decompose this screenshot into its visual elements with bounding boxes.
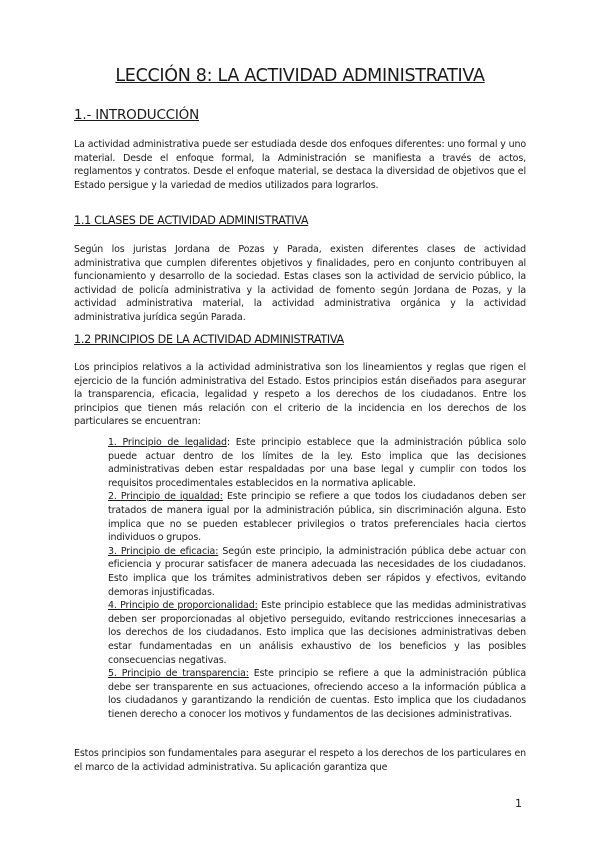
paragraph-principios-closing: Estos principios son fundamentales para asegurar el respeto a los derechos de los particulares en el marco de la actividad administrativa. Su aplicación garantiza que bbox=[74, 748, 526, 773]
principle-text: Este principio se refiere a que la administración pública debe ser transparente en sus actuaciones, ofreciendo acceso a la información pública a los ciudadanos y garantizando la rendición de cuentas. Esto implica que los ciudadanos tienen derecho a conocer los motivos y fundamentos de las decisiones administrativas. bbox=[108, 668, 526, 720]
principle-term: 1. Principio de legalidad bbox=[108, 437, 227, 448]
principle-text: Según este principio, la administración pública debe actuar con eficiencia y procurar satisfacer de manera adecuada las necesidades de los ciudadanos. Esto implica que los trámites administrativos deben ser rápidos y efectivos, evitando demoras injustificadas. bbox=[108, 545, 526, 598]
heading-introduccion: 1.- INTRODUCCIÓN bbox=[74, 107, 200, 123]
paragraph-introduccion: La actividad administrativa puede ser estudiada desde dos enfoques diferentes: uno formal y uno material. Desde el enfoque formal, la Administración se manifiesta a través de actos, reglamentos y contratos. Desde el enfoque material, se destaca la diversidad de objetivos que el Estado persigue y la variedad de medios utilizados para lograrlos. bbox=[74, 139, 526, 191]
paragraph-clases: Según los juristas Jordana de Pozas y Parada, existen diferentes clases de actividad administrativa que cumplen diferentes objetivos y finalidades, pero en conjunto contribuyen al funcionamiento y desarrollo de la sociedad. Estas clases son la actividad de servicio público, la actividad de policía administrativa y la actividad de fomento según Jordana de Pozas, y la actividad administrativa material, la actividad administrativa orgánica y la actividad administrativa jurídica según Parada. bbox=[74, 244, 526, 323]
principle-text: : Este principio establece que la administración pública solo puede actuar dentro de los límites de la ley. Esto implica que las decisiones administrativas deben estar respaldadas por una base legal y cumplir con todos los requisitos procedimentales establecidos en la normativa aplicable. bbox=[108, 437, 527, 489]
principle-term: 5. Principio de transparencia: bbox=[108, 668, 249, 680]
page-number: 1 bbox=[515, 797, 522, 810]
document-title: LECCIÓN 8: LA ACTIVIDAD ADMINISTRATIVA bbox=[115, 66, 485, 86]
principle-term: 2. Principio de igualdad: bbox=[108, 491, 223, 503]
paragraph-principios-intro: Los principios relativos a la actividad administrativa son los lineamientos y reglas que rigen el ejercicio de la función administrativa del Estado. Estos principios están diseñados para asegurar la transparencia, eficacia, legalidad y respeto a los derechos de los ciudadanos. Entre los principios que tienen más relación con el criterio de la incidencia en los derechos de los particulares se encuentran: bbox=[74, 362, 526, 428]
list-item-transparencia bbox=[108, 667, 526, 721]
principle-term: 4. Principio de proporcionalidad: bbox=[108, 600, 258, 612]
list-item-proporcionalidad bbox=[108, 599, 526, 667]
principles-list bbox=[108, 436, 526, 721]
list-item-legalidad bbox=[108, 436, 526, 490]
list-item-eficacia bbox=[108, 545, 526, 599]
heading-principios: 1.2 PRINCIPIOS DE LA ACTIVIDAD ADMINISTRATIVA bbox=[74, 333, 344, 346]
principle-text: Este principio se refiere a que todos los ciudadanos deben ser tratados de manera igual por la administración pública, sin discriminación alguna. Esto implica que no se pueden establecer privilegios o tratos preferenciales hacia ciertos individuos o grupos. bbox=[108, 491, 527, 544]
list-item-igualdad bbox=[108, 490, 526, 544]
principle-text: Este principio establece que las medidas administrativas deben ser proporcionadas al objetivo perseguido, evitando restricciones innecesarias a los derechos de los ciudadanos. Esto implica que las decisiones administrativas deben estar fundamentadas en un análisis exhaustivo de los beneficios y las posibles consecuencias negativas. bbox=[108, 600, 526, 666]
heading-clases: 1.1 CLASES DE ACTIVIDAD ADMINISTRATIVA bbox=[74, 214, 309, 227]
principle-term: 3. Principio de eficacia: bbox=[108, 545, 219, 557]
